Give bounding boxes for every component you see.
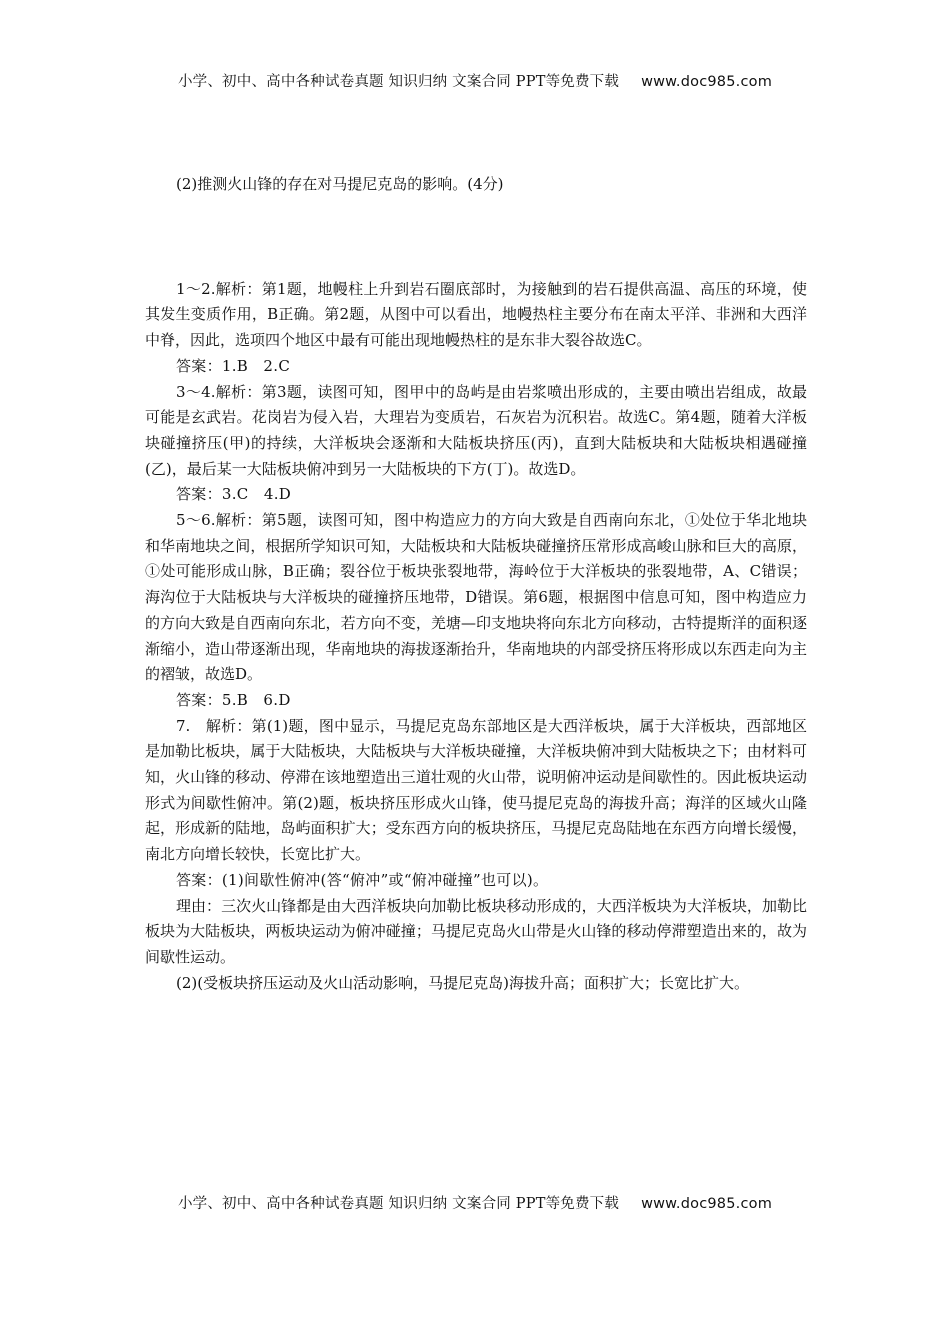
footer-site-link[interactable]: www.doc985.com xyxy=(641,1196,773,1212)
analysis-5-6: 5～6.解析：第5题，读图可知，图中构造应力的方向大致是自西南向东北，①处位于华北地块和华南地块之间，根据所学知识可知，大陆板块和大陆板块碰撞挤压常形成高峻山脉和巨大的高原，①处可能形成山脉，B正确；裂谷位于板块张裂地带，海岭位于大洋板块的张裂地带，A、C错误；海沟位于大陆板块与大洋板块的碰撞挤压地带，D错误。第6题，根据图中信息可知，图中构造应力的方向大致是自西南向东北，若方向不变，羌塘—印支地块将向东北方向移动，古特提斯洋的面积逐渐缩小，造山带逐渐出现，华南地块的海拔逐渐抬升，华南地块的内部受挤压将形成以东西走向为主的褶皱，故选D。 xyxy=(145,511,807,684)
footer-text: 小学、初中、高中各种试卷真题 知识归纳 文案合同 PPT等免费下载 xyxy=(177,1196,620,1212)
analysis-1-2: 1～2.解析：第1题，地幔柱上升到岩石圈底部时，为接触到的岩石提供高温、高压的环境，使其发生变质作用，B正确。第2题，从图中可以看出，地幔热柱主要分布在南太平洋、非洲和大西洋中脊，因此，选项四个地区中最有可能出现地幔热柱的是东非大裂谷故选C。 xyxy=(145,279,807,350)
question-2: (2)推测火山锋的存在对马提尼克岛的影响。(4分) xyxy=(176,175,504,193)
page-header xyxy=(0,70,950,91)
document-body xyxy=(145,172,807,996)
header-text: 小学、初中、高中各种试卷真题 知识归纳 文案合同 PPT等免费下载 xyxy=(177,74,620,90)
page-footer xyxy=(0,1192,950,1213)
answer-7-reason: 理由：三次火山锋都是由大西洋板块向加勒比板块移动形成的，大西洋板块为大洋板块，加勒比板块为大陆板块，两板块运动为俯冲碰撞；马提尼克岛火山带是火山锋的移动停滞塑造出来的，故为间歇性运动。 xyxy=(145,896,807,966)
answer-7-2: (2)(受板块挤压运动及火山活动影响，马提尼克岛)海拔升高；面积扩大；长宽比扩大。 xyxy=(176,973,749,992)
analysis-3-4: 3～4.解析：第3题，读图可知，图甲中的岛屿是由岩浆喷出形成的，主要由喷出岩组成，故最可能是玄武岩。花岗岩为侵入岩，大理岩为变质岩，石灰岩为沉积岩。故选C。第4题，随着大洋板块碰撞挤压(甲)的持续，大洋板块会逐渐和大陆板块挤压(丙)，直到大陆板块和大陆板块相遇碰撞(乙)，最后某一大陆板块俯冲到另一大陆板块的下方(丁)。故选D。 xyxy=(145,382,807,478)
header-site-link[interactable]: www.doc985.com xyxy=(641,74,773,90)
answer-7-1: 答案：(1)间歇性俯冲(答“俯冲”或“俯冲碰撞”也可以)。 xyxy=(176,870,549,889)
answer-5-6: 答案：5.B 6.D xyxy=(176,690,291,709)
answer-3-4: 答案：3.C 4.D xyxy=(176,485,292,504)
answer-1-2: 答案：1.B 2.C xyxy=(176,356,291,375)
analysis-7: 7. 解析：第(1)题，图中显示，马提尼克岛东部地区是大西洋板块，属于大洋板块，西部地区是加勒比板块，属于大陆板块，大陆板块与大洋板块碰撞，大洋板块俯冲到大陆板块之下；由材料可知，火山锋的移动、停滞在该地塑造出三道壮观的火山带，说明俯冲运动是间歇性的。因此板块运动形式为间歇性俯冲。第(2)题，板块挤压形成火山锋，使马提尼克岛的海拔升高；海洋的区域火山隆起，形成新的陆地，岛屿面积扩大；受东西方向的板块挤压，马提尼克岛陆地在东西方向增长缓慢，南北方向增长较快，长宽比扩大。 xyxy=(145,716,807,864)
